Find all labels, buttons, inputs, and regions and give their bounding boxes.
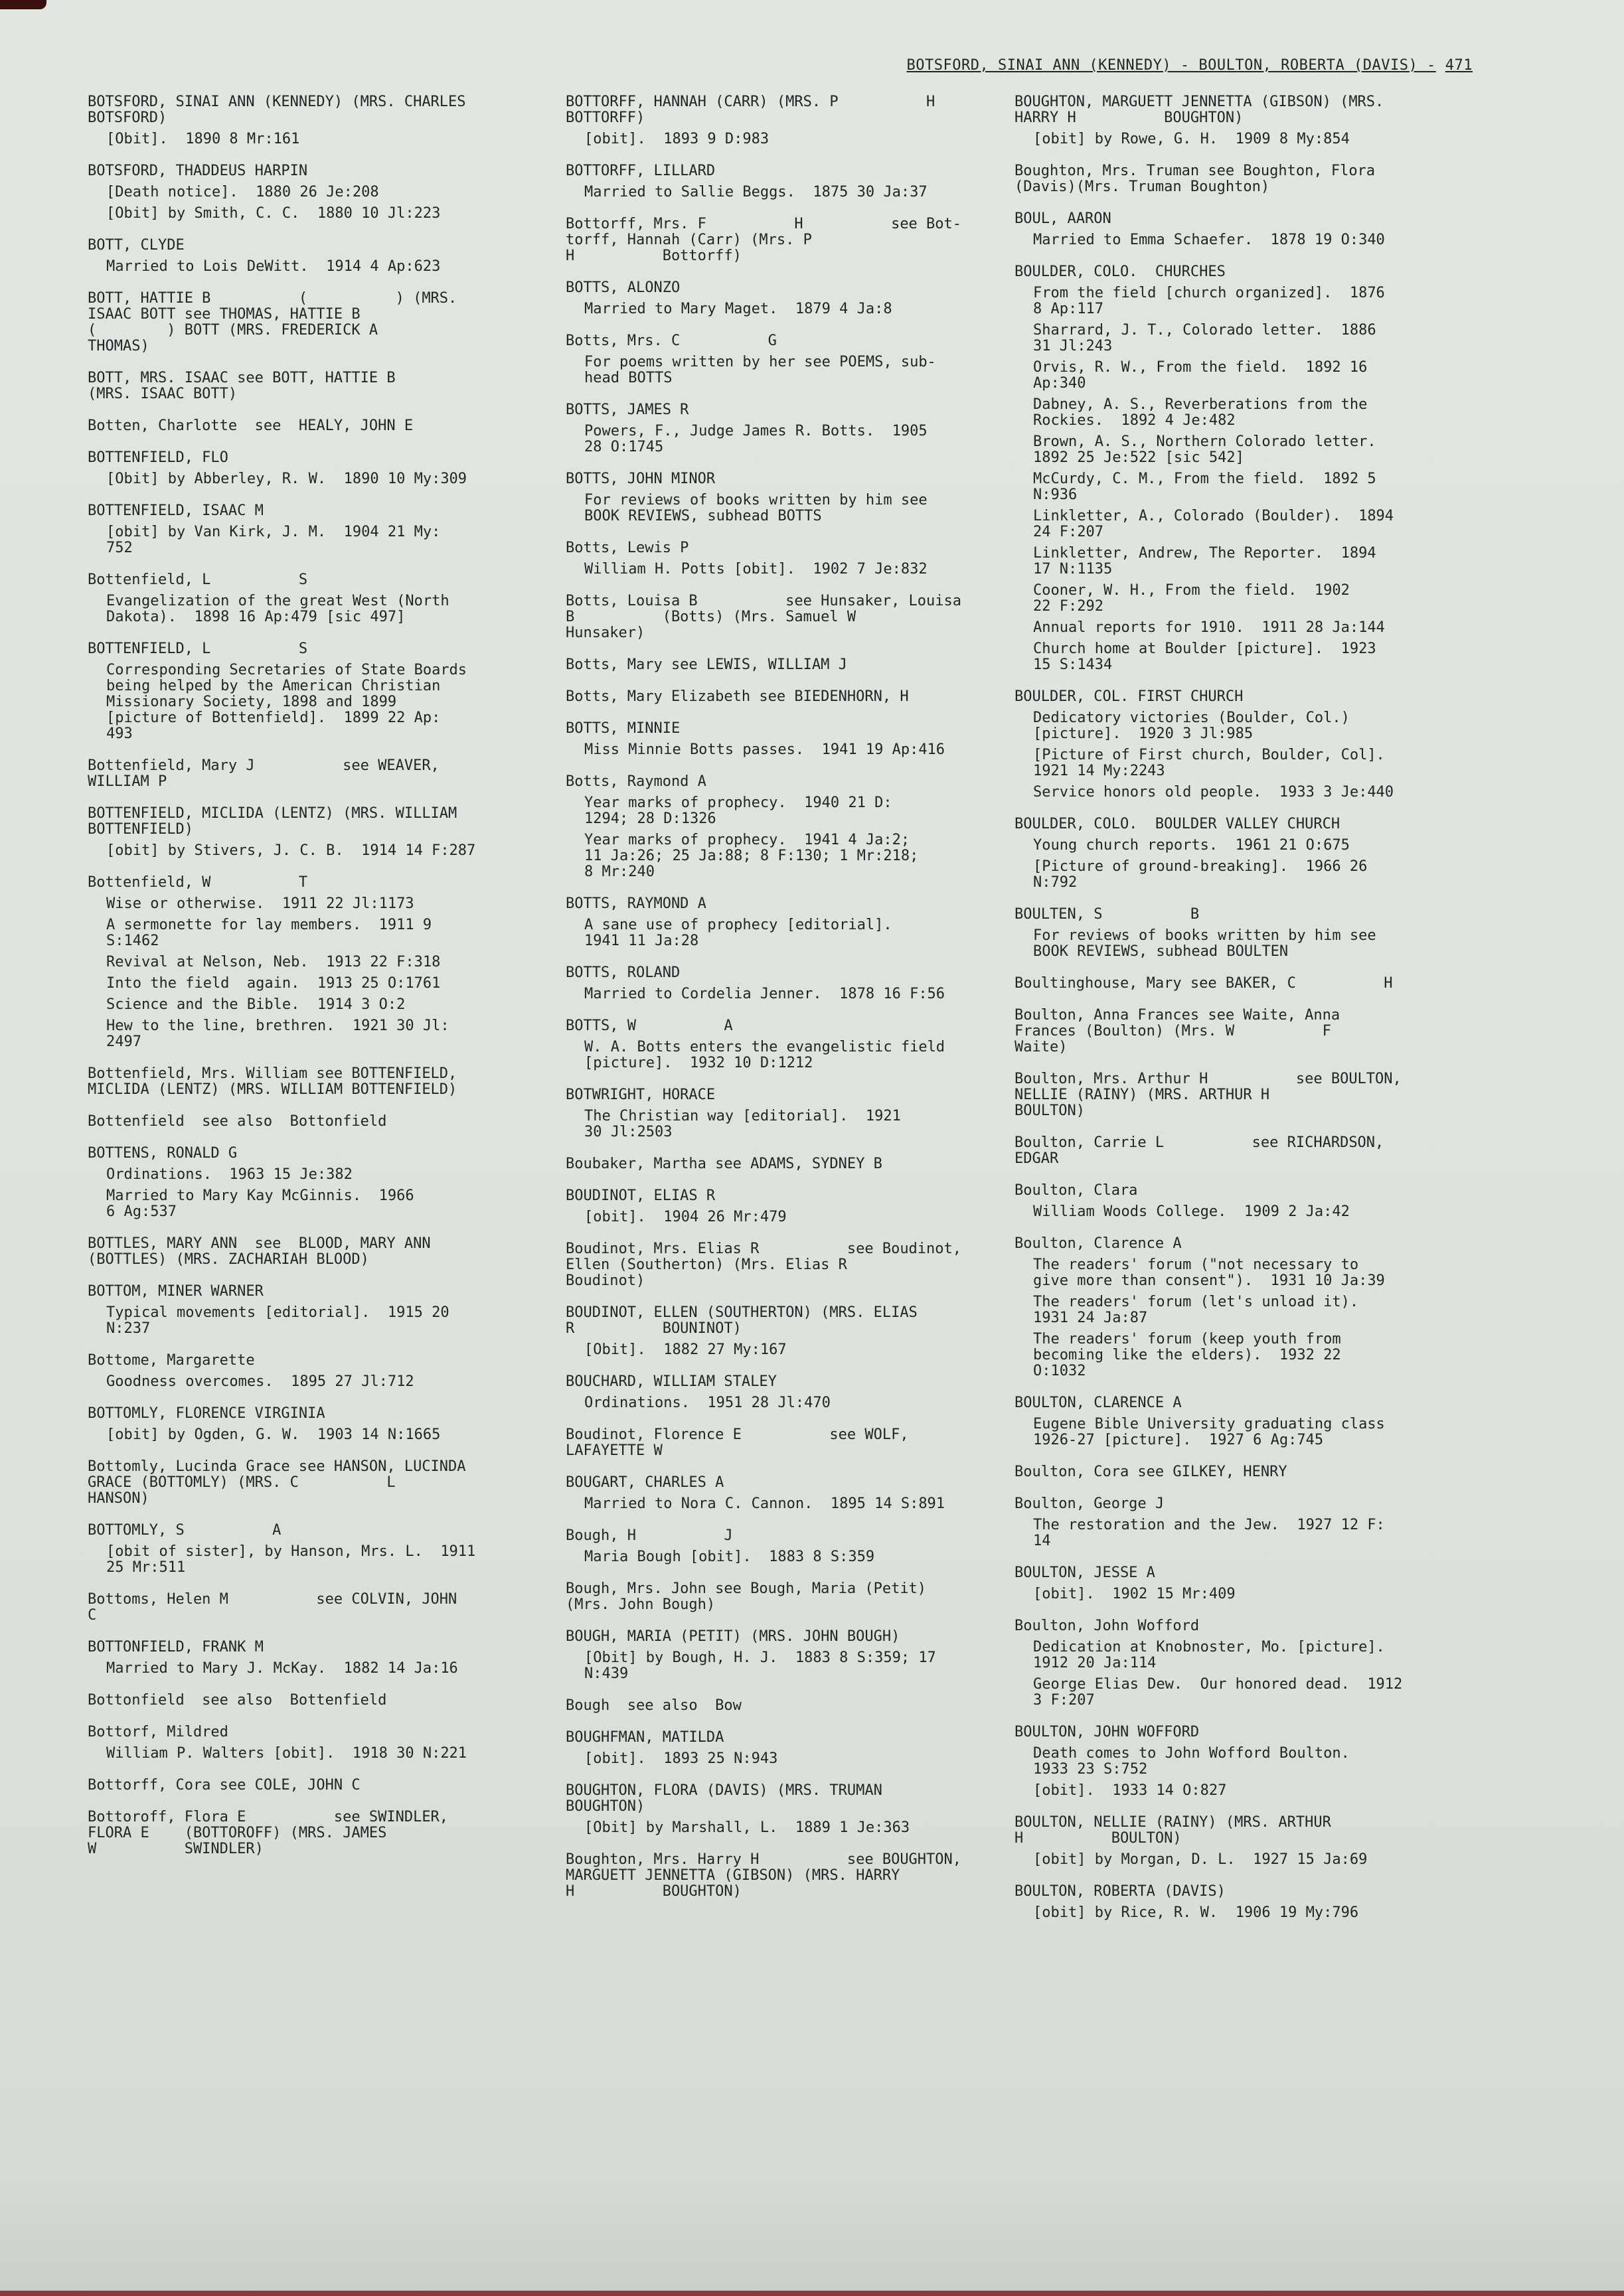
entry-heading: Bottoroff, Flora E see SWINDLER, FLORA E (BOTTOROFF) (MRS. JAMES W SWINDLER) [88, 1809, 449, 1857]
index-entry [566, 1852, 991, 1900]
index-entry [566, 896, 991, 949]
entry-heading: BOTTORFF, LILLARD [566, 163, 716, 179]
entry-citation: Orvis, R. W., From the field. 1892 16 Ap:340 [1033, 359, 1368, 392]
index-entry [566, 965, 991, 1002]
entry-heading: BOUDINOT, ELLEN (SOUTHERTON) (MRS. ELIAS R BOUNINOT) [566, 1304, 918, 1337]
entry-heading: BOTTOM, MINER WARNER [88, 1283, 264, 1300]
entry-citation: Brown, A. S., Northern Colorado letter. 1892 25 Je:522 [sic 542] [1033, 433, 1376, 466]
entry-heading: Boulton, Mrs. Arthur H see BOULTON, NELLIE (RAINY) (MRS. ARTHUR H BOULTON) [1015, 1071, 1402, 1119]
index-entry [88, 238, 513, 275]
entry-citation: For reviews of books written by him see BOOK REVIEWS, subhead BOULTEN [1033, 927, 1376, 960]
index-entry [566, 1305, 991, 1358]
entry-citation: McCurdy, C. M., From the field. 1892 5 N:936 [1033, 471, 1376, 503]
index-entry [566, 774, 991, 880]
entry-heading: BOULDER, COLO. CHURCHES [1015, 264, 1226, 280]
index-entry [88, 450, 513, 487]
entry-heading: Bottorf, Mildred [88, 1724, 228, 1740]
entry-heading: BOUCHARD, WILLIAM STALEY [566, 1373, 777, 1390]
index-entry [566, 1730, 991, 1767]
entry-citation: The Christian way [editorial]. 1921 30 Jl:2503 [584, 1108, 901, 1140]
entry-heading: BOTTONFIELD, FRANK M [88, 1639, 264, 1655]
entry-heading: BOULTON, JOHN WOFFORD [1015, 1724, 1200, 1740]
page-header [888, 57, 1473, 74]
entry-citation: Hew to the line, brethren. 1921 30 Jl: 2497 [106, 1018, 449, 1050]
entry-citation: [obit] by Rowe, G. H. 1909 8 My:854 [1033, 131, 1350, 147]
index-entry [566, 333, 991, 386]
entry-citation: The readers' forum (keep youth from becoming like the elders). 1932 22 O:1032 [1033, 1331, 1341, 1379]
entry-citation: [Obit] by Bough, H. J. 1883 8 S:359; 17 N:439 [584, 1649, 936, 1682]
entry-citation: Year marks of prophecy. 1941 4 Ja:2; 11 Ja:26; 25 Ja:88; 8 F:130; 1 Mr:218; 8 Mr:240 [584, 832, 919, 880]
entry-citation: Married to Emma Schaefer. 1878 19 O:340 [1033, 232, 1385, 248]
index-entry [88, 163, 513, 222]
entry-citation: Maria Bough [obit]. 1883 8 S:359 [584, 1549, 875, 1565]
entry-citation: Annual reports for 1910. 1911 28 Ja:144 [1033, 619, 1385, 636]
index-entry [566, 1475, 991, 1512]
index-entry [566, 1156, 991, 1172]
entry-heading: BOTSFORD, THADDEUS HARPIN [88, 163, 308, 179]
entry-heading: Bottoms, Helen M see COLVIN, JOHN C [88, 1591, 457, 1624]
entry-heading: BOTSFORD, SINAI ANN (KENNEDY) (MRS. CHARLES BOTSFORD) [88, 94, 466, 126]
index-entry [566, 1528, 991, 1565]
entry-heading: BOTTORFF, HANNAH (CARR) (MRS. P H BOTTORFF) [566, 94, 935, 126]
entry-citation: [obit] by Van Kirk, J. M. 1904 21 My: 752 [106, 524, 441, 556]
entry-heading: Bough see also Bow [566, 1697, 742, 1714]
entry-heading: Botten, Charlotte see HEALY, JOHN E [88, 418, 414, 434]
entry-heading: BOUGHFMAN, MATILDA [566, 1729, 724, 1746]
entry-citation: Married to Sallie Beggs. 1875 30 Ja:37 [584, 184, 928, 200]
entry-citation: Linkletter, A., Colorado (Boulder). 1894 24 F:207 [1033, 508, 1394, 540]
entry-heading: Botts, Mary see LEWIS, WILLIAM J [566, 656, 847, 673]
index-entry [88, 1066, 513, 1098]
entry-citation: [obit]. 1933 14 O:827 [1033, 1782, 1227, 1799]
entry-heading: BOTT, CLYDE [88, 237, 185, 254]
entry-heading: Bottenfield, Mary J see WEAVER, WILLIAM P [88, 757, 440, 790]
entry-citation: The readers' forum (let's unload it). 1931 24 Ja:87 [1033, 1294, 1359, 1326]
index-entry [566, 1629, 991, 1682]
entry-citation: W. A. Botts enters the evangelistic field [picture]. 1932 10 D:1212 [584, 1039, 945, 1071]
index-entry [566, 402, 991, 455]
entry-citation: Dedication at Knobnoster, Mo. [picture]. 1912 20 Ja:114 [1033, 1639, 1385, 1671]
entry-citation: William P. Walters [obit]. 1918 30 N:221 [106, 1745, 467, 1762]
entry-heading: Bottome, Margarette [88, 1352, 255, 1369]
entry-citation: Science and the Bible. 1914 3 O:2 [106, 996, 406, 1013]
entry-heading: Boulton, George J [1015, 1495, 1165, 1512]
entry-citation: Revival at Nelson, Neb. 1913 22 F:318 [106, 954, 441, 970]
entry-heading: BOTTLES, MARY ANN see BLOOD, MARY ANN (BOTTLES) (MRS. ZACHARIAH BLOOD) [88, 1235, 431, 1268]
entry-citation: Married to Mary J. McKay. 1882 14 Ja:16 [106, 1660, 458, 1677]
entry-heading: BOULDER, COL. FIRST CHURCH [1015, 688, 1244, 705]
entry-citation: A sane use of prophecy [editorial]. 1941 11 Ja:28 [584, 917, 892, 949]
index-entry [88, 1778, 513, 1794]
index-entry [88, 1809, 513, 1857]
entry-citation: Linkletter, Andrew, The Reporter. 1894 17 N:1135 [1033, 545, 1376, 577]
entry-heading: Boughton, Mrs. Truman see Boughton, Flora (Davis)(Mrs. Truman Boughton) [1015, 163, 1376, 195]
entry-citation: Cooner, W. H., From the field. 1902 22 F:292 [1033, 582, 1350, 615]
index-entry [1015, 1135, 1426, 1167]
index-entry [88, 1592, 513, 1624]
entry-citation: Church home at Boulder [picture]. 1923 15 S:1434 [1033, 641, 1376, 673]
entry-citation: [obit] by Ogden, G. W. 1903 14 N:1665 [106, 1426, 441, 1443]
entry-citation: [Picture of First church, Boulder, Col]. 1921 14 My:2243 [1033, 747, 1385, 779]
entry-citation: [obit of sister], by Hanson, Mrs. L. 1911 25 Mr:511 [106, 1543, 476, 1576]
index-entry [1015, 1724, 1426, 1799]
index-entry [88, 1693, 513, 1709]
entry-citation: Typical movements [editorial]. 1915 20 N:237 [106, 1304, 449, 1337]
entry-citation: [Obit]. 1882 27 My:167 [584, 1341, 787, 1358]
index-entry [88, 503, 513, 556]
index-entry [88, 572, 513, 625]
entry-citation: Sharrard, J. T., Colorado letter. 1886 31 Jl:243 [1033, 322, 1376, 354]
entry-citation: Dedicatory victories (Boulder, Col.) [picture]. 1920 3 Jl:985 [1033, 710, 1350, 742]
index-entry [1015, 1565, 1426, 1602]
entry-citation: [Death notice]. 1880 26 Je:208 [106, 184, 379, 200]
entry-citation: Dabney, A. S., Reverberations from the Rockies. 1892 4 Je:482 [1033, 396, 1368, 429]
entry-heading: Boulton, Cora see GILKEY, HENRY [1015, 1464, 1287, 1480]
page-bottom-edge [0, 2291, 1624, 2296]
entry-heading: BOULDER, COLO. BOULDER VALLEY CHURCH [1015, 816, 1340, 832]
entry-citation: [obit]. 1893 25 N:943 [584, 1750, 778, 1767]
header-range: BOTSFORD, SINAI ANN (KENNEDY) - BOULTON, ROBERTA (DAVIS) - [906, 57, 1436, 74]
entry-heading: Boultinghouse, Mary see BAKER, C H [1015, 975, 1393, 992]
entry-heading: BOTTENFIELD, ISAAC M [88, 502, 264, 519]
entry-heading: Bottorff, Mrs. F H see Bot- torff, Hannah (Carr) (Mrs. P H Bottorff) [566, 216, 962, 264]
entry-heading: BOTTS, ALONZO [566, 279, 681, 296]
entry-citation: [obit]. 1904 26 Mr:479 [584, 1209, 787, 1225]
index-entry [566, 1783, 991, 1836]
entry-heading: Bottorff, Cora see COLE, JOHN C [88, 1777, 361, 1794]
entry-citation: Young church reports. 1961 21 O:675 [1033, 837, 1350, 854]
entry-citation: Corresponding Secretaries of State Boards being helped by the American Christian Missionary Society, 1898 and 1899 [picture of Bottenfield]. 1899 22 Ap: 493 [106, 662, 467, 742]
entry-heading: BOUDINOT, ELIAS R [566, 1187, 716, 1204]
entry-heading: BOTTENFIELD, MICLIDA (LENTZ) (MRS. WILLIAM BOTTENFIELD) [88, 805, 457, 838]
entry-heading: BOTTOMLY, FLORENCE VIRGINIA [88, 1405, 325, 1422]
entry-heading: Bottenfield, W T [88, 874, 308, 891]
entry-citation: A sermonette for lay members. 1911 9 S:1462 [106, 917, 432, 949]
index-entry [88, 418, 513, 434]
index-entry [566, 216, 991, 264]
entry-citation: Service honors old people. 1933 3 Je:440 [1033, 784, 1394, 801]
entry-citation: Miss Minnie Botts passes. 1941 19 Ap:416 [584, 741, 945, 758]
entry-heading: Boulton, John Wofford [1015, 1618, 1200, 1634]
index-entry [1015, 1236, 1426, 1379]
entry-citation: Year marks of prophecy. 1940 21 D: 1294; 28 D:1326 [584, 795, 892, 827]
entry-heading: Botts, Louisa B see Hunsaker, Louisa B (Botts) (Mrs. Samuel W Hunsaker) [566, 593, 962, 641]
index-entry [566, 94, 991, 147]
index-entry [1015, 94, 1426, 147]
entry-heading: BOUL, AARON [1015, 210, 1111, 227]
entry-heading: BOULTON, JESSE A [1015, 1565, 1155, 1581]
entry-heading: Botts, Lewis P [566, 540, 689, 556]
index-entry [1015, 1815, 1426, 1868]
entry-heading: BOTTS, JOHN MINOR [566, 471, 716, 487]
entry-heading: Bottenfield, Mrs. William see BOTTENFIELD, MICLIDA (LENTZ) (MRS. WILLIAM BOTTENFIELD) [88, 1065, 457, 1098]
entry-citation: Ordinations. 1951 28 Jl:470 [584, 1395, 831, 1411]
entry-citation: [obit]. 1902 15 Mr:409 [1033, 1586, 1236, 1602]
index-entry [1015, 1464, 1426, 1480]
entry-heading: Boudinot, Mrs. Elias R see Boudinot, Ellen (Southerton) (Mrs. Elias R Boudinot) [566, 1241, 962, 1289]
index-entry [1015, 1395, 1426, 1448]
entry-citation: The restoration and the Jew. 1927 12 F: 14 [1033, 1517, 1385, 1549]
index-entry [1015, 163, 1426, 195]
page-number: 471 [1445, 57, 1473, 74]
entry-heading: Boughton, Mrs. Harry H see BOUGHTON, MARGUETT JENNETTA (GIBSON) (MRS. HARRY H BOUGHTON) [566, 1851, 962, 1900]
entry-heading: BOTTOMLY, S A [88, 1522, 282, 1539]
entry-citation: From the field [church organized]. 1876 8 Ap:117 [1033, 285, 1385, 317]
entry-citation: [Picture of ground-breaking]. 1966 26 N:792 [1033, 858, 1368, 891]
index-entry [566, 1581, 991, 1613]
entry-heading: BOULTEN, S B [1015, 906, 1200, 923]
entry-citation: Married to Cordelia Jenner. 1878 16 F:56 [584, 986, 945, 1002]
entry-citation: [Obit] by Abberley, R. W. 1890 10 My:309 [106, 471, 467, 487]
entry-heading: Bough, Mrs. John see Bough, Maria (Petit) (Mrs. John Bough) [566, 1580, 927, 1613]
index-entry [566, 1018, 991, 1071]
index-entry [88, 291, 513, 354]
entry-heading: BOTTS, RAYMOND A [566, 895, 706, 912]
entry-heading: Boulton, Clarence A [1015, 1235, 1182, 1252]
entry-heading: Bough, H J [566, 1527, 733, 1544]
entry-heading: BOTTS, ROLAND [566, 964, 681, 981]
entry-heading: BOUGH, MARIA (PETIT) (MRS. JOHN BOUGH) [566, 1628, 900, 1645]
index-entry [1015, 816, 1426, 891]
page-corner-mark [0, 0, 46, 9]
entry-heading: Botts, Raymond A [566, 773, 706, 790]
entry-heading: Boulton, Clara [1015, 1182, 1138, 1199]
index-entry [566, 721, 991, 758]
entry-citation: William Woods College. 1909 2 Ja:42 [1033, 1203, 1350, 1220]
index-entry [1015, 1183, 1426, 1220]
entry-heading: BOTT, HATTIE B ( ) (MRS. ISAAC BOTT see THOMAS, HATTIE B ( ) BOTT (MRS. FREDERICK A THOMAS) [88, 290, 457, 354]
entry-citation: Eugene Bible University graduating class 1926-27 [picture]. 1927 6 Ag:745 [1033, 1416, 1385, 1448]
entry-citation: [Obit] by Marshall, L. 1889 1 Je:363 [584, 1819, 910, 1836]
index-entry [566, 657, 991, 673]
entry-citation: Married to Mary Maget. 1879 4 Ja:8 [584, 301, 892, 317]
entry-heading: Bottenfield, L S [88, 572, 308, 588]
entry-heading: Boulton, Anna Frances see Waite, Anna Frances (Boulton) (Mrs. W F Waite) [1015, 1007, 1340, 1055]
index-entry [88, 1284, 513, 1337]
entry-citation: [obit] by Rice, R. W. 1906 19 My:796 [1033, 1904, 1359, 1921]
index-entry [566, 1241, 991, 1289]
entry-citation: Powers, F., Judge James R. Botts. 1905 28 O:1745 [584, 423, 928, 455]
entry-citation: [Obit] by Smith, C. C. 1880 10 Jl:223 [106, 205, 441, 222]
index-entry [88, 641, 513, 742]
index-entry [88, 1640, 513, 1677]
entry-citation: For reviews of books written by him see BOOK REVIEWS, subhead BOTTS [584, 492, 928, 524]
entry-heading: BOTWRIGHT, HORACE [566, 1087, 716, 1103]
entry-citation: Goodness overcomes. 1895 27 Jl:712 [106, 1373, 414, 1390]
index-entry [566, 280, 991, 317]
entry-citation: Married to Mary Kay McGinnis. 1966 6 Ag:537 [106, 1187, 414, 1220]
entry-heading: BOTTS, JAMES R [566, 402, 689, 418]
index-entry [566, 471, 991, 524]
entry-heading: BOUGHTON, FLORA (DAVIS) (MRS. TRUMAN BOUGHTON) [566, 1782, 882, 1815]
index-entry [1015, 1884, 1426, 1921]
index-entry [88, 1406, 513, 1443]
index-entry [88, 370, 513, 402]
entry-heading: Bottenfield see also Bottonfield [88, 1113, 387, 1130]
index-entry [88, 806, 513, 859]
entry-heading: BOTTS, W A [566, 1018, 733, 1034]
entry-heading: BOTTS, MINNIE [566, 720, 681, 737]
entry-heading: Bottomly, Lucinda Grace see HANSON, LUCINDA GRACE (BOTTOMLY) (MRS. C L HANSON) [88, 1458, 466, 1507]
index-entry [88, 758, 513, 790]
entry-citation: Death comes to John Wofford Boulton. 1933 23 S:752 [1033, 1745, 1350, 1778]
entry-heading: BOULTON, ROBERTA (DAVIS) [1015, 1883, 1226, 1900]
index-entry [1015, 1618, 1426, 1709]
index-entry [88, 1236, 513, 1268]
index-entry [566, 1374, 991, 1411]
index-entry [1015, 1496, 1426, 1549]
index-entry [88, 1353, 513, 1390]
index-entry [1015, 907, 1426, 960]
index-entry [88, 1523, 513, 1576]
entry-citation: The readers' forum ("not necessary to give more than consent"). 1931 10 Ja:39 [1033, 1257, 1385, 1289]
index-entry [566, 689, 991, 705]
page-bottom-shadow [0, 2170, 1624, 2296]
entry-citation: Evangelization of the great West (North Dakota). 1898 16 Ap:479 [sic 497] [106, 593, 449, 625]
index-entry [566, 540, 991, 577]
entry-heading: Boulton, Carrie L see RICHARDSON, EDGAR [1015, 1134, 1393, 1167]
index-column-1 [88, 94, 513, 1873]
entry-citation: William H. Potts [obit]. 1902 7 Je:832 [584, 561, 928, 577]
index-entry [88, 1146, 513, 1220]
index-entry [566, 1698, 991, 1714]
entry-heading: BOULTON, NELLIE (RAINY) (MRS. ARTHUR H BOULTON) [1015, 1814, 1331, 1847]
entry-citation: [obit] by Morgan, D. L. 1927 15 Ja:69 [1033, 1851, 1368, 1868]
index-entry [1015, 976, 1426, 992]
entry-citation: Ordinations. 1963 15 Je:382 [106, 1166, 353, 1183]
entry-heading: Boubaker, Martha see ADAMS, SYDNEY B [566, 1156, 882, 1172]
entry-heading: BOUGART, CHARLES A [566, 1474, 724, 1491]
index-entry [88, 1459, 513, 1507]
index-entry [566, 1188, 991, 1225]
index-entry [88, 875, 513, 1050]
entry-citation: Wise or otherwise. 1911 22 Jl:1173 [106, 895, 414, 912]
entry-citation: [obit]. 1893 9 D:983 [584, 131, 770, 147]
index-column-2 [566, 94, 991, 1916]
entry-heading: BOUGHTON, MARGUETT JENNETTA (GIBSON) (MRS. HARRY H BOUGHTON) [1015, 94, 1384, 126]
index-entry [566, 593, 991, 641]
entry-heading: Bottonfield see also Bottenfield [88, 1692, 387, 1709]
entry-heading: BOULTON, CLARENCE A [1015, 1395, 1182, 1411]
entry-citation: Into the field again. 1913 25 O:1761 [106, 975, 441, 992]
entry-citation: Married to Lois DeWitt. 1914 4 Ap:623 [106, 258, 441, 275]
index-column-3 [1015, 94, 1426, 1937]
entry-heading: Boudinot, Florence E see WOLF, LAFAYETTE W [566, 1426, 909, 1459]
entry-heading: BOTTENFIELD, FLO [88, 449, 228, 466]
index-entry [566, 163, 991, 200]
index-entry [1015, 264, 1426, 673]
index-entry [88, 94, 513, 147]
index-entry [566, 1087, 991, 1140]
index-entry [566, 1427, 991, 1459]
index-entry [1015, 689, 1426, 801]
index-entry [88, 1114, 513, 1130]
entry-citation: George Elias Dew. Our honored dead. 1912 3 F:207 [1033, 1676, 1403, 1709]
entry-heading: BOTTENFIELD, L S [88, 641, 308, 657]
entry-heading: Botts, Mrs. C G [566, 333, 777, 349]
entry-citation: [obit] by Stivers, J. C. B. 1914 14 F:287 [106, 842, 476, 859]
entry-heading: BOTT, MRS. ISAAC see BOTT, HATTIE B (MRS. ISAAC BOTT) [88, 370, 396, 402]
entry-citation: Married to Nora C. Cannon. 1895 14 S:891 [584, 1495, 945, 1512]
index-entry [1015, 1008, 1426, 1055]
index-entry [1015, 211, 1426, 248]
index-entry [88, 1724, 513, 1762]
entry-citation: For poems written by her see POEMS, sub- head BOTTS [584, 354, 936, 386]
entry-citation: [Obit]. 1890 8 Mr:161 [106, 131, 300, 147]
index-entry [1015, 1071, 1426, 1119]
entry-heading: Botts, Mary Elizabeth see BIEDENHORN, H [566, 688, 909, 705]
entry-heading: BOTTENS, RONALD G [88, 1145, 238, 1162]
